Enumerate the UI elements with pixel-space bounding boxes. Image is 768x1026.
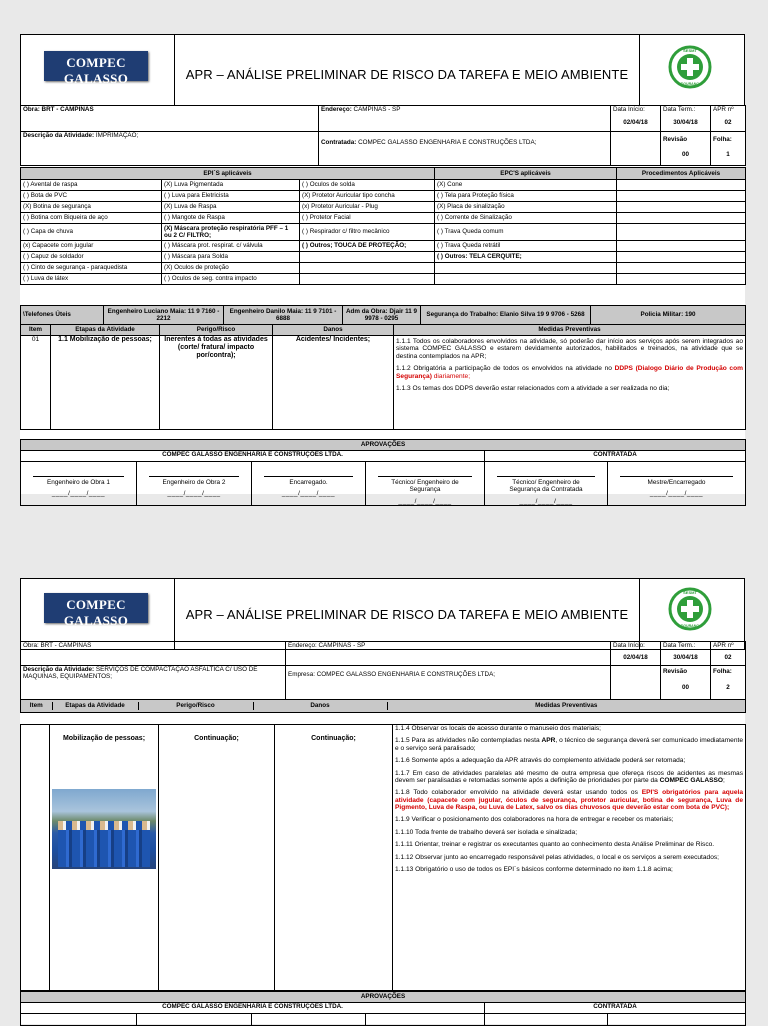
procedimento-cell: [617, 191, 746, 202]
row-etapa: Mobilização de pessoas;: [62, 735, 146, 742]
epi-row: [21, 224, 746, 241]
folha-field: Folha: 1: [711, 132, 746, 166]
signature-label: Engenheiro de Obra 1: [33, 476, 124, 486]
apr-page-2: [20, 578, 745, 1024]
signature-cell: [366, 462, 485, 506]
procedimento-cell: [617, 213, 746, 224]
contratada-header: CONTRATADA: [485, 1003, 746, 1014]
signature-date: ____/____/____: [519, 497, 573, 505]
epc-header: EPC'S aplicáveis: [435, 168, 617, 180]
signature-cell: [252, 462, 366, 506]
data-term-field: Data Term.: 30/04/18: [661, 642, 711, 666]
epi-col-3: [300, 252, 435, 263]
logo-subtitle: ENGENHARIA E CONSTRUÇÕES LTDA.: [51, 88, 141, 93]
epi-col-2: ( ) Luva para Eletricista: [162, 191, 300, 202]
contratada-header: CONTRATADA: [485, 451, 746, 462]
phone-danilo: Engenheiro Danilo Maia: 11 9 7101 - 6888: [224, 306, 343, 325]
epi-row: [21, 213, 746, 224]
signature-date: ____/____/____: [281, 490, 336, 498]
medida-1-1-13: 1.1.13 Obrigatório o uso de todos os EPI´s básicos conforme determinado no item 1.1.8 acima;: [395, 865, 673, 873]
epi-col-2: (X) Luva Pigmentada: [162, 180, 300, 191]
company-header: COMPEC GALASSO ENGENHARIA E CONSTRUÇÕES LTDA.: [21, 451, 485, 462]
seal-top-text: SESMT: [683, 48, 697, 54]
signature-cell: [608, 462, 746, 506]
epi-col-3: ( ) Protetor Facial: [300, 213, 435, 224]
signature-row: [21, 462, 746, 506]
folha-field: Folha: 2: [711, 666, 746, 700]
epi-col-1: ( ) Bota de PVC: [21, 191, 162, 202]
medida-1-1-3: 1.1.3 Os temas dos DDPS deverão estar relacionados com a atividade a ser realizada no dia;: [396, 384, 670, 392]
epi-col-3: [300, 263, 435, 274]
descricao-field: Descrição da Atividade: IMPRIMAÇÃO;: [21, 132, 319, 166]
data-inicio-field: Data Início: 02/04/18: [611, 106, 661, 132]
obra-field: Obra: BRT - CAMPINAS: [21, 106, 319, 132]
row-danos: Acidentes/ Incidentes;: [273, 336, 394, 430]
epc-item: [435, 274, 617, 285]
workers-photo: [52, 789, 156, 869]
signature-label: Encarregado.: [264, 476, 353, 486]
epi-col-1: ( ) Capa de chuva: [21, 224, 162, 241]
epi-col-3: [300, 274, 435, 285]
col-medidas: Medidas Preventivas: [387, 702, 745, 709]
epi-col-1: ( ) Avental de raspa: [21, 180, 162, 191]
approvals-table-1: [20, 439, 746, 506]
epc-item: ( ) Tela para Proteção física: [435, 191, 617, 202]
logo-name: COMPEC GALASSO: [63, 597, 129, 628]
phone-elanio: Segurança do Trabalho: Elanio Silva 19 9 9706 - 5268: [421, 306, 591, 325]
sesmt-seal-icon: [668, 587, 712, 631]
medida-1-1-2: 1.1.2 Obrigatória a participação de todos os envolvidos na atividade no DDPS (Dialogo Diário de Produção com Segurança) diariamente;: [396, 365, 743, 380]
epc-item: ( ) Corrente de Sinalização: [435, 213, 617, 224]
epc-item: (X) Cone: [435, 180, 617, 191]
row-item: 01: [21, 336, 51, 430]
page-title: APR – ANÁLISE PRELIMINAR DE RISCO DA TAREFA E MEIO AMBIENTE: [185, 607, 629, 622]
epc-item: ( ) Trava Queda retrátil: [435, 241, 617, 252]
medida-1-1-7: 1.1.7 Em caso de atividades paralelas até mesmo de outra empresa que ofereça riscos de acidentes as mesmas devem ser paralisadas e retomadas somente após a definição de prioridades por parte da COMPEC GALASSO;: [395, 769, 743, 784]
seal-bottom-text: SEGURANÇA: [678, 624, 702, 628]
col-item: Item: [21, 702, 52, 709]
compec-galasso-logo: [44, 51, 148, 93]
row-perigo: Continuação;: [159, 725, 275, 991]
procedimento-cell: [617, 241, 746, 252]
medida-1-1-11: 1.1.11 Orientar, treinar e registrar os executantes quanto ao conhecimento desta Análise Preliminar de Risco.: [395, 841, 715, 849]
epi-header: EPI´S aplicáveis: [21, 168, 435, 180]
epi-col-3: ( ) Outros; TOUCA DE PROTEÇÃO;: [300, 241, 435, 252]
phones-table: [20, 305, 746, 325]
row-etapa: 1.1 Mobilização de pessoas;: [51, 336, 160, 430]
medida-1-1-5: 1.1.5 Para as atividades não contempladas nesta APR, o técnico de segurança deverá ser comunicado imediatamente e o serviço será paralisado;: [395, 737, 743, 752]
medida-1-1-1: 1.1.1 Todos os colaboradores envolvidos na atividade, só poderão dar início aos serviços após serem integrados ao sistema COMPEC GALASSO e estarem devidamente autorizados, habilitados e treinados, na atividade que se destina contemplados na APR;: [396, 338, 743, 360]
page-title: APR – ANÁLISE PRELIMINAR DE RISCO DA TAREFA E MEIO AMBIENTE: [185, 67, 629, 82]
signature-label: Técnico/ Engenheiro de Segurança da Contratada: [497, 476, 595, 494]
signature-date: ____/____/____: [51, 490, 106, 498]
epi-col-3: ( ) Oculos de solda: [300, 180, 435, 191]
contratada-field: Contratada: COMPEC GALASSO ENGENHARIA E CONSTRUÇÕES LTDA;: [319, 132, 611, 166]
epi-col-2: (X) Máscara proteção respiratória PFF – 1 ou 2 C/ FILTRO;: [162, 224, 300, 241]
epc-item: (X) Placa de sinalização: [435, 202, 617, 213]
medida-1-1-8: 1.1.8 Todo colaborador envolvido na atividade deverá estar usando todos os EPI'S obrigatórios para aquela atividade (capacete com jugular, óculos de segurança, protetor auricular, botina de segurança, Luva de Pigmento, Luva de Raspa, ou Luva de Latex, salvo os dias chuvosos que deverão estar com bota de PVC);: [395, 789, 744, 811]
epi-row: [21, 252, 746, 263]
empresa-field: Empresa: COMPEC GALASSO ENGENHARIA E CONSTRUÇÕES LTDA;: [286, 666, 611, 700]
signature-cell: [137, 462, 252, 506]
epc-item: [435, 263, 617, 274]
medida-1-1-9: 1.1.9 Verificar o posicionamento dos colaboradores na hora de entregar e receber os materiais;: [395, 816, 674, 824]
col-etapas: Etapas da Atividade: [52, 702, 138, 709]
epi-col-1: (X) Botina de segurança: [21, 202, 162, 213]
col-medidas: Medidas Preventivas: [394, 325, 746, 336]
signature-cell: [21, 462, 137, 506]
medida-1-1-12: 1.1.12 Observar junto ao encarregado responsável pelas atividades, o local e os serviços a serem executados;: [395, 853, 720, 861]
page-1-header: [20, 34, 745, 106]
epi-col-2: (X) Oculos de proteção: [162, 263, 300, 274]
page-2-info-table: [20, 641, 746, 713]
epi-col-1: ( ) Luva de látex: [21, 274, 162, 285]
apr-number-field: APR nº 02: [711, 642, 746, 666]
col-danos: Danos: [253, 702, 387, 709]
col-perigo: Perigo/Risco: [160, 325, 273, 336]
activity-table-1: [20, 324, 746, 430]
descricao-field: Descrição da Atividade: SERVIÇOS DE COMPACTAÇÃO ASFALTICA C/ USO DE MAQUINAS, EQUIPAMENTOS;: [21, 666, 286, 700]
epi-col-1: (x) Capacete com jugular: [21, 241, 162, 252]
signature-cell: [485, 462, 608, 506]
col-danos: Danos: [273, 325, 394, 336]
approvals-table-2: [20, 991, 746, 1026]
epi-col-1: ( ) Cinto de segurança - paraquedista: [21, 263, 162, 274]
row-perigo: Inerentes à todas as atividades (corte/ fratura/ impacto por/contra);: [160, 336, 273, 430]
row-medidas: [393, 725, 746, 991]
compec-galasso-logo: [44, 593, 148, 635]
apr-page-1: [20, 34, 745, 505]
phone-djair: Adm da Obra: Djair 11 9 9978 - 0295: [343, 306, 421, 325]
procedimento-cell: [617, 263, 746, 274]
row-etapa-cell: [50, 725, 159, 991]
seal-bottom-text: SEGURANÇA: [678, 82, 702, 86]
page-1-info-table: [20, 105, 746, 166]
row-medidas: [394, 336, 746, 430]
epi-row: [21, 263, 746, 274]
obra-field: Obra: BRT - CAMPINAS: [21, 642, 286, 666]
epc-item: ( ) Outros: TELA CERQUITE;: [435, 252, 617, 263]
logo-subtitle: ENGENHARIA E CONSTRUÇÕES LTDA.: [51, 630, 141, 635]
col-etapas: Etapas da Atividade: [51, 325, 160, 336]
phone-policia: Policia Militar: 190: [591, 306, 746, 325]
apr-number-field: APR nº 02: [711, 106, 746, 132]
revisao-field: Revisão 00: [661, 666, 711, 700]
procedimento-cell: [617, 252, 746, 263]
procedimentos-header: Procedimentos Aplicáveis: [617, 168, 746, 180]
data-inicio-field: Data Início: 02/04/18: [611, 642, 661, 666]
signature-date: ____/____/____: [398, 497, 452, 505]
epi-row: [21, 202, 746, 213]
logo-name: COMPEC GALASSO: [63, 55, 129, 86]
medida-1-1-10: 1.1.10 Toda frente de trabalho deverá ser isolada e sinalizada;: [395, 828, 578, 836]
aprovacoes-header: APROVAÇÕES: [21, 992, 746, 1003]
medida-1-1-6: 1.1.6 Somente após a adequação da APR através do complemento atividade poderá ser retomada;: [395, 757, 686, 765]
epi-col-1: ( ) Capuz de soldador: [21, 252, 162, 263]
revisao-field: Revisão 00: [661, 132, 711, 166]
signature-label: Mestre/Encarregado: [620, 476, 733, 486]
sesmt-seal-icon: [668, 45, 712, 89]
procedimento-cell: [617, 274, 746, 285]
signature-date: ____/____/____: [167, 490, 221, 498]
row-danos: Continuação;: [275, 725, 393, 991]
activity-table-2: [20, 724, 746, 991]
signature-date: ____/____/____: [649, 490, 704, 498]
company-header: COMPEC GALASSO ENGENHARIA E CONSTRUÇÕES LTDA.: [21, 1003, 485, 1014]
col-item: Item: [21, 325, 51, 336]
epi-col-2: ( ) Máscara prot. respirat. c/ válvula: [162, 241, 300, 252]
epi-col-2: ( ) Oculos de seg. contra impacto: [162, 274, 300, 285]
medida-1-1-4: 1.1.4 Observar os locais de acesso durante o manuseio dos materiais;: [395, 725, 601, 732]
procedimento-cell: [617, 202, 746, 213]
epi-col-2: (X) Luva de Raspa: [162, 202, 300, 213]
endereco-field: Endereço: CAMPINAS - SP: [286, 642, 611, 666]
epi-col-2: ( ) Mangote de Raspa: [162, 213, 300, 224]
signature-label: Engenheiro de Obra 2: [149, 476, 239, 486]
epi-col-2: ( ) Máscara para Solda: [162, 252, 300, 263]
epi-row: [21, 180, 746, 191]
aprovacoes-header: APROVAÇÕES: [21, 440, 746, 451]
page-2-header: [20, 578, 745, 650]
signature-label: Técnico/ Engenheiro de Segurança: [378, 476, 472, 494]
col-perigo: Perigo/Risco: [138, 702, 253, 709]
epi-row: [21, 191, 746, 202]
seal-top-text: SESMT: [683, 590, 697, 596]
epi-col-3: ( ) Respirador c/ filtro mecânico: [300, 224, 435, 241]
phone-luciano: Engenheiro Luciano Maia: 11 9 7160 - 2212: [104, 306, 224, 325]
epi-col-3: (X) Protetor Auricular tipo concha: [300, 191, 435, 202]
epi-table: [20, 167, 746, 285]
epi-col-3: (x) Protetor Auricular - Plug: [300, 202, 435, 213]
phones-label: \Telefones Úteis: [21, 306, 104, 325]
endereco-field: Endereço: CAMPINAS - SP: [319, 106, 611, 132]
epi-row: [21, 241, 746, 252]
data-term-field: Data Term.: 30/04/18: [661, 106, 711, 132]
procedimento-cell: [617, 224, 746, 241]
epi-row: [21, 274, 746, 285]
epi-col-1: ( ) Botina com Biqueira de aço: [21, 213, 162, 224]
epc-item: ( ) Trava Queda comum: [435, 224, 617, 241]
procedimento-cell: [617, 180, 746, 191]
